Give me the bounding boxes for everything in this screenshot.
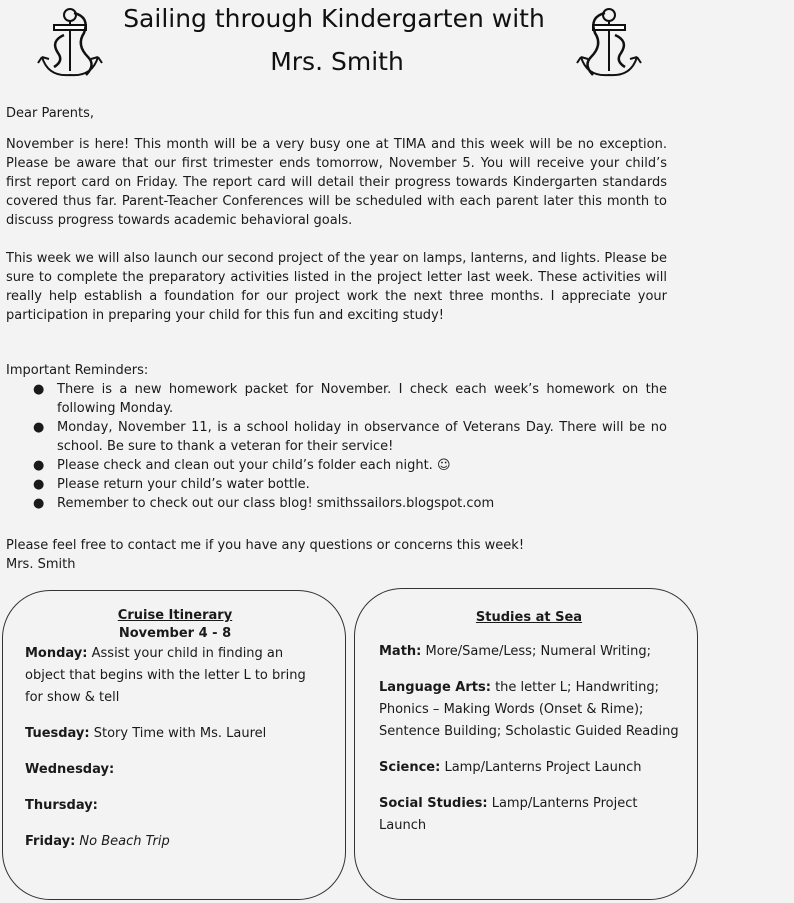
page-title: Sailing through Kindergarten with — [123, 4, 545, 33]
bullet-icon: ● — [33, 477, 45, 492]
studies-heading: Studies at Sea — [475, 610, 583, 625]
bullet-icon: ● — [33, 382, 45, 397]
page-title-line2: Mrs. Smith — [270, 47, 404, 76]
reminders-heading: Important Reminders: — [6, 363, 149, 378]
bullet-icon: ● — [33, 496, 45, 511]
bullet-icon: ● — [33, 420, 45, 435]
itinerary-box — [2, 590, 346, 900]
itinerary-heading: Cruise Itinerary — [117, 608, 233, 623]
study-subject: Social Studies: Lamp/Lanterns Project Launch — [379, 796, 638, 833]
list-item: ● Please check and clean out your child’s folder each night. ☺ — [33, 458, 451, 473]
paragraph: November is here! This month will be a very busy one at TIMA and this week will be no exception. Please be aware that our first trimester ends tomorrow, November 5. You will receive your child’s first report card on Friday. The report card will detail their progress towards Kindergarten standards covered thus far. Parent-Teacher Conferences will be scheduled with each parent later this month to discuss progress towards academic behavioral goals. — [6, 137, 667, 228]
itinerary-dates: November 4 - 8 — [118, 626, 232, 641]
itinerary-day: Tuesday: Story Time with Ms. Laurel — [25, 726, 267, 741]
closing-line: Please feel free to contact me if you have any questions or concerns this week! — [6, 538, 525, 553]
itinerary-day: Wednesday: — [25, 762, 115, 777]
itinerary-day: Friday: No Beach Trip — [25, 834, 170, 849]
itinerary-day: Monday: Assist your child in finding an object that begins with the letter L to bring for show & tell — [25, 646, 306, 705]
study-subject: Language Arts: the letter L; Handwriting; Phonics – Making Words (Onset & Rime); Sentence Building; Scholastic Guided Reading — [379, 680, 679, 739]
bullet-icon: ● — [33, 458, 45, 473]
paragraph: This week we will also launch our second project of the year on lamps, lanterns, and lights. Please be sure to complete the preparatory activities listed in the project letter last week. These activities will really help establish a foundation for our project work the next three months. I appreciate your participation in preparing your child for this fun and exciting study! — [6, 251, 667, 323]
list-item: ● Monday, November 11, is a school holiday in observance of Veterans Day. There will be no school. Be sure to thank a veteran for their service! — [33, 420, 667, 454]
study-subject: Math: More/Same/Less; Numeral Writing; — [379, 644, 651, 659]
list-item: ● There is a new homework packet for November. I check each week’s homework on the following Monday. — [33, 382, 667, 416]
reminders-list — [6, 380, 667, 513]
studies-box — [354, 588, 698, 900]
list-item: ● Please return your child’s water bottle. — [33, 477, 310, 492]
signature: Mrs. Smith — [6, 557, 76, 572]
greeting: Dear Parents, — [6, 106, 94, 121]
list-item: ● Remember to check out our class blog! smithssailors.blogspot.com — [33, 496, 495, 511]
study-subject: Science: Lamp/Lanterns Project Launch — [379, 760, 642, 775]
itinerary-day: Thursday: — [25, 798, 98, 813]
